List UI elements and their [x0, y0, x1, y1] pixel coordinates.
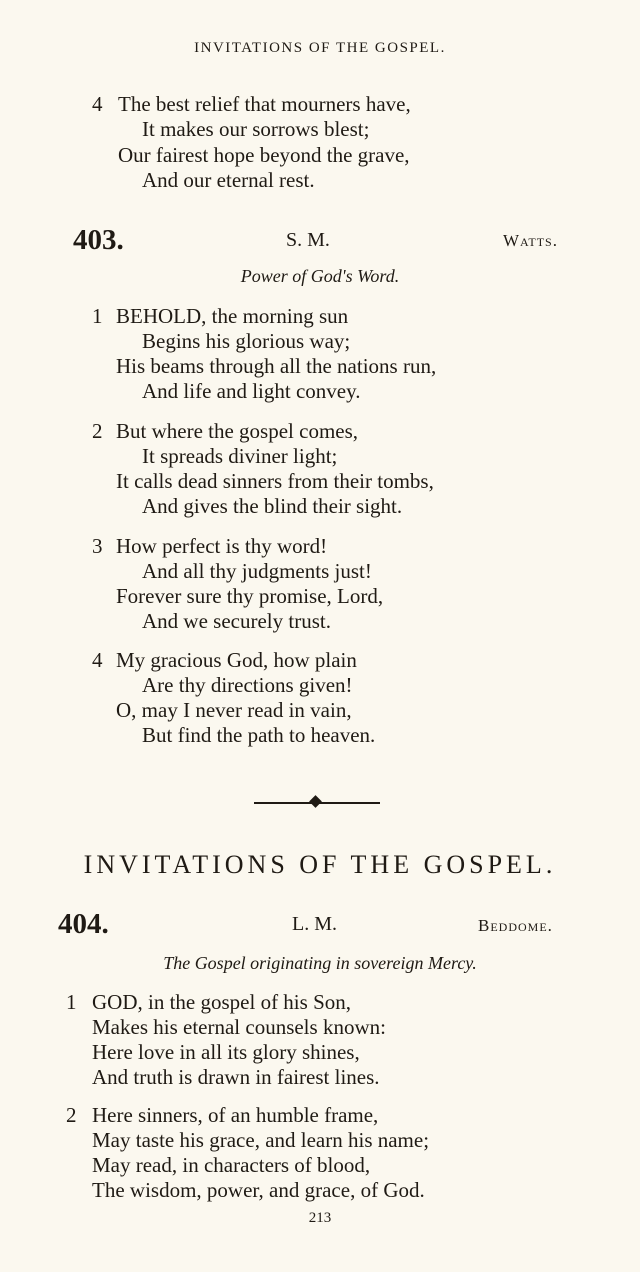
verse-line: It calls dead sinners from their tombs, — [116, 469, 434, 493]
verse-line: Here sinners, of an humble frame, — [92, 1103, 379, 1127]
verse-line: Makes his eternal counsels known: — [92, 1015, 386, 1039]
verse-line: O, may I never read in vain, — [116, 698, 352, 722]
running-head: INVITATIONS OF THE GOSPEL. — [194, 40, 446, 56]
verse-line: And truth is drawn in fairest lines. — [92, 1065, 380, 1089]
verse-line: Are thy directions given! — [142, 673, 353, 697]
verse-line: Begins his glorious way; — [142, 329, 351, 353]
verse-line: And gives the blind their sight. — [142, 494, 403, 518]
verse-line: May read, in characters of blood, — [92, 1153, 371, 1177]
verse-line: The best relief that mourners have, — [118, 92, 411, 116]
stanza-number: 4 — [92, 92, 103, 116]
stanza-number: 2 — [92, 419, 103, 443]
verse-line: But where the gospel comes, — [116, 419, 359, 443]
stanza-number: 1 — [66, 990, 77, 1014]
hymn-meter: L. M. — [292, 913, 337, 935]
page-number: 213 — [308, 1210, 332, 1226]
verse-line: Here love in all its glory shines, — [92, 1040, 360, 1064]
verse-line: My gracious God, how plain — [116, 648, 357, 672]
verse-line: BEHOLD, the morning sun — [116, 304, 349, 328]
verse-line: And all thy judgments just! — [142, 559, 372, 583]
hymn-title: The Gospel originating in sovereign Mercy. — [163, 953, 477, 973]
verse-line: And we securely trust. — [142, 609, 331, 633]
stanza-number: 3 — [92, 534, 103, 558]
stanza-number: 4 — [92, 648, 103, 672]
hymn-meter: S. M. — [286, 229, 330, 251]
stanza-number: 1 — [92, 304, 103, 328]
verse-line: And our eternal rest. — [142, 168, 315, 192]
hymn-author: Beddome. — [478, 916, 553, 935]
verse-line: It makes our sorrows blest; — [142, 117, 370, 141]
verse-line: How perfect is thy word! — [116, 534, 328, 558]
stanza-number: 2 — [66, 1103, 77, 1127]
verse-line: GOD, in the gospel of his Son, — [92, 990, 351, 1014]
verse-line: His beams through all the nations run, — [116, 354, 437, 378]
verse-line: Forever sure thy promise, Lord, — [116, 584, 384, 608]
verse-line: May taste his grace, and learn his name; — [92, 1128, 430, 1152]
rule-diamond-icon — [309, 795, 322, 808]
hymn-title: Power of God's Word. — [240, 266, 400, 286]
hymn-number: 403. — [73, 224, 124, 256]
verse-line: But find the path to heaven. — [142, 723, 376, 747]
verse-line: Our fairest hope beyond the grave, — [118, 143, 410, 167]
section-title: INVITATIONS OF THE GOSPEL. — [83, 850, 557, 879]
verse-line: The wisdom, power, and grace, of God. — [92, 1178, 425, 1202]
verse-line: It spreads diviner light; — [142, 444, 338, 468]
verse-line: And life and light convey. — [142, 379, 361, 403]
hymn-author: Watts. — [503, 231, 558, 250]
hymn-number: 404. — [58, 908, 109, 940]
